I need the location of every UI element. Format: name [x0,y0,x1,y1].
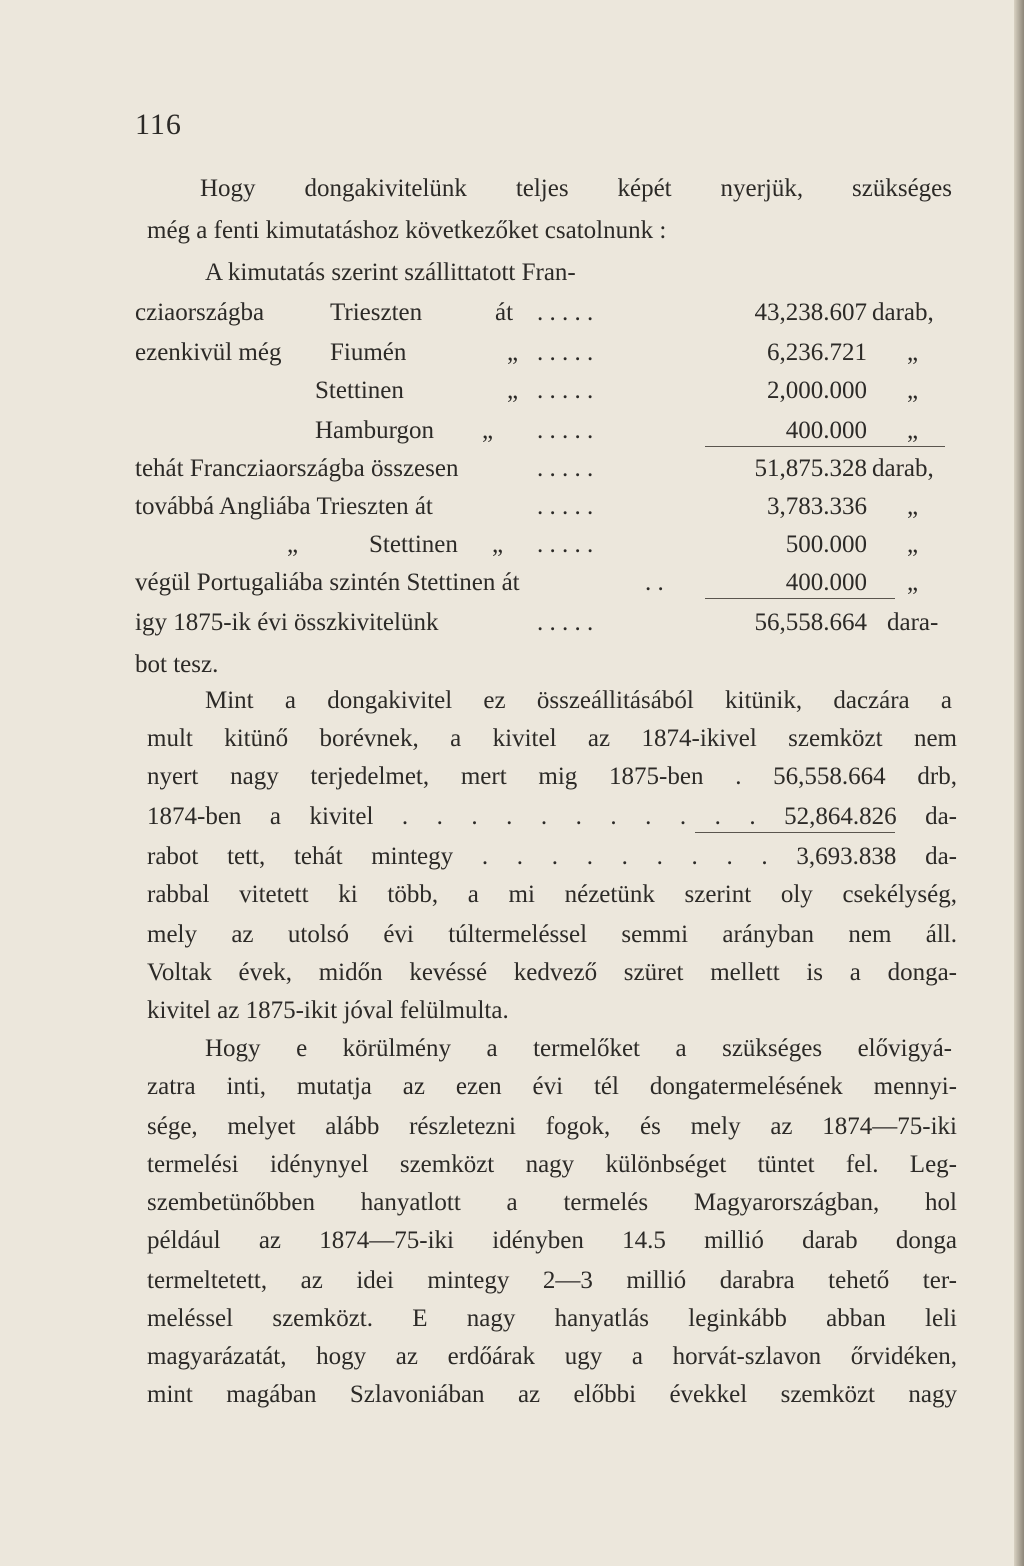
sum-rule [705,446,945,447]
row-via: Stettinen [369,531,458,558]
paragraph-line: sége, melyet alább részletezni fogok, és mely az 1874—75-iki [147,1113,957,1140]
row-value: 43,238.607 [754,299,867,326]
row-label: ezenkivül még [135,339,282,366]
page-number: 116 [135,108,182,141]
paragraph-line: termelési idénynyel szemközt nagy különbséget tüntet fel. Leg- [147,1151,957,1178]
row-label: tehát Francziaországba összesen [135,455,459,482]
paragraph-line: meléssel szemközt. E nagy hanyatlás leginkább abban leli [147,1305,957,1332]
row-value: 500.000 [785,531,867,558]
row-via: Fiumén [330,339,407,366]
row-unit: „ [907,377,919,404]
row-unit: „ [907,339,919,366]
row-dots: . . . . . [537,299,594,326]
page-edge-shadow [1014,0,1024,1566]
paragraph-line: mint magában Szlavoniában az előbbi évekkel szemközt nagy [147,1381,957,1408]
paragraph-line: Hogy dongakivitelünk teljes képét nyerjük, szükséges [200,175,952,202]
row-value: 2,000.000 [767,377,867,404]
paragraph-line: magyarázatát, hogy az erdőárak ugy a horvát-szlavon őrvidéken, [147,1343,957,1370]
row-label: végül Portugaliába szintén Stettinen át [135,569,520,596]
paragraph-line: például az 1874—75-iki idényben 14.5 millió darab donga [147,1227,957,1254]
row-value: 6,236.721 [767,339,867,366]
row-dots: . . . . . [537,455,594,482]
row-unit: „ [907,417,919,444]
paragraph-line: még a fenti kimutatáshoz következőket csatolnunk : [147,217,667,244]
row-dots: . . . . . [537,531,594,558]
paragraph-line: A kimutatás szerint szállittatott Fran- [205,259,576,286]
paragraph-line: kivitel az 1875-ikit jóval felülmulta. [147,997,509,1024]
row-dots: . . . . . [537,609,594,636]
row-value: 400.000 [785,417,867,444]
row-unit: „ [907,531,919,558]
row-unit: „ [907,569,919,596]
row-unit: dara- [887,609,939,636]
row-label: továbbá Angliába Trieszten át [135,493,433,520]
row-unit: darab, [872,299,934,326]
row-mark: „ [507,339,519,366]
row-unit: „ [907,493,919,520]
row-dots: . . . . . [537,493,594,520]
row-dots: . . [645,569,664,596]
paragraph-line: mely az utolsó évi túltermeléssel semmi arányban nem áll. [147,921,957,948]
row-mark: „ [482,417,494,444]
row-dots: . . . . . [537,339,594,366]
row-value: 3,783.336 [767,493,867,520]
row-label: cziaországba [135,299,265,326]
paragraph-line: nyert nagy terjedelmet, mert mig 1875-ben . 56,558.664 drb, [147,763,957,790]
paragraph-line: mult kitünő borévnek, a kivitel az 1874-ikivel szemközt nem [147,725,957,752]
row-via: Trieszten [330,299,423,326]
paragraph-line: szembetünőbben hanyatlott a termelés Magyarországban, hol [147,1189,957,1216]
row-value: 56,558.664 [754,609,867,636]
paragraph-line: Hogy e körülmény a termelőket a szükséges elővigyá- [205,1035,952,1062]
row-via: Stettinen [315,377,404,404]
paragraph-line: Mint a dongakivitel ez összeállitásából kitünik, daczára a [205,687,952,714]
sum-rule [705,598,895,599]
paragraph-line: bot tesz. [135,651,219,678]
paragraph-line: termeltetett, az idei mintegy 2—3 millió darabra tehető ter- [147,1267,957,1294]
paragraph-line: zatra inti, mutatja az ezen évi tél dongatermelésének mennyi- [147,1073,957,1100]
row-dots: . . . . . [537,377,594,404]
row-unit: darab, [872,455,934,482]
row-value: 51,875.328 [754,455,867,482]
row-via: Hamburgon [315,417,434,444]
row-label: „ [287,531,299,558]
paragraph-line: rabbal vitetett ki több, a mi nézetünk szerint oly csekélység, [147,881,957,908]
sum-rule [695,832,895,833]
row-value: 400.000 [785,569,867,596]
row-mark: „ [492,531,504,558]
row-mark: át [495,299,514,326]
row-mark: „ [507,377,519,404]
paragraph-line: rabot tett, tehát mintegy . . . . . . . . . 3,693.838 da- [147,843,957,870]
paragraph-line: Voltak évek, midőn kevéssé kedvező szüret mellett is a donga- [147,959,957,986]
paragraph-line: 1874-ben a kivitel . . . . . . . . . . . 52,864.826 da- [147,803,957,830]
row-dots: . . . . . [537,417,594,444]
row-label: igy 1875-ik évi összkivitelünk [135,609,439,636]
